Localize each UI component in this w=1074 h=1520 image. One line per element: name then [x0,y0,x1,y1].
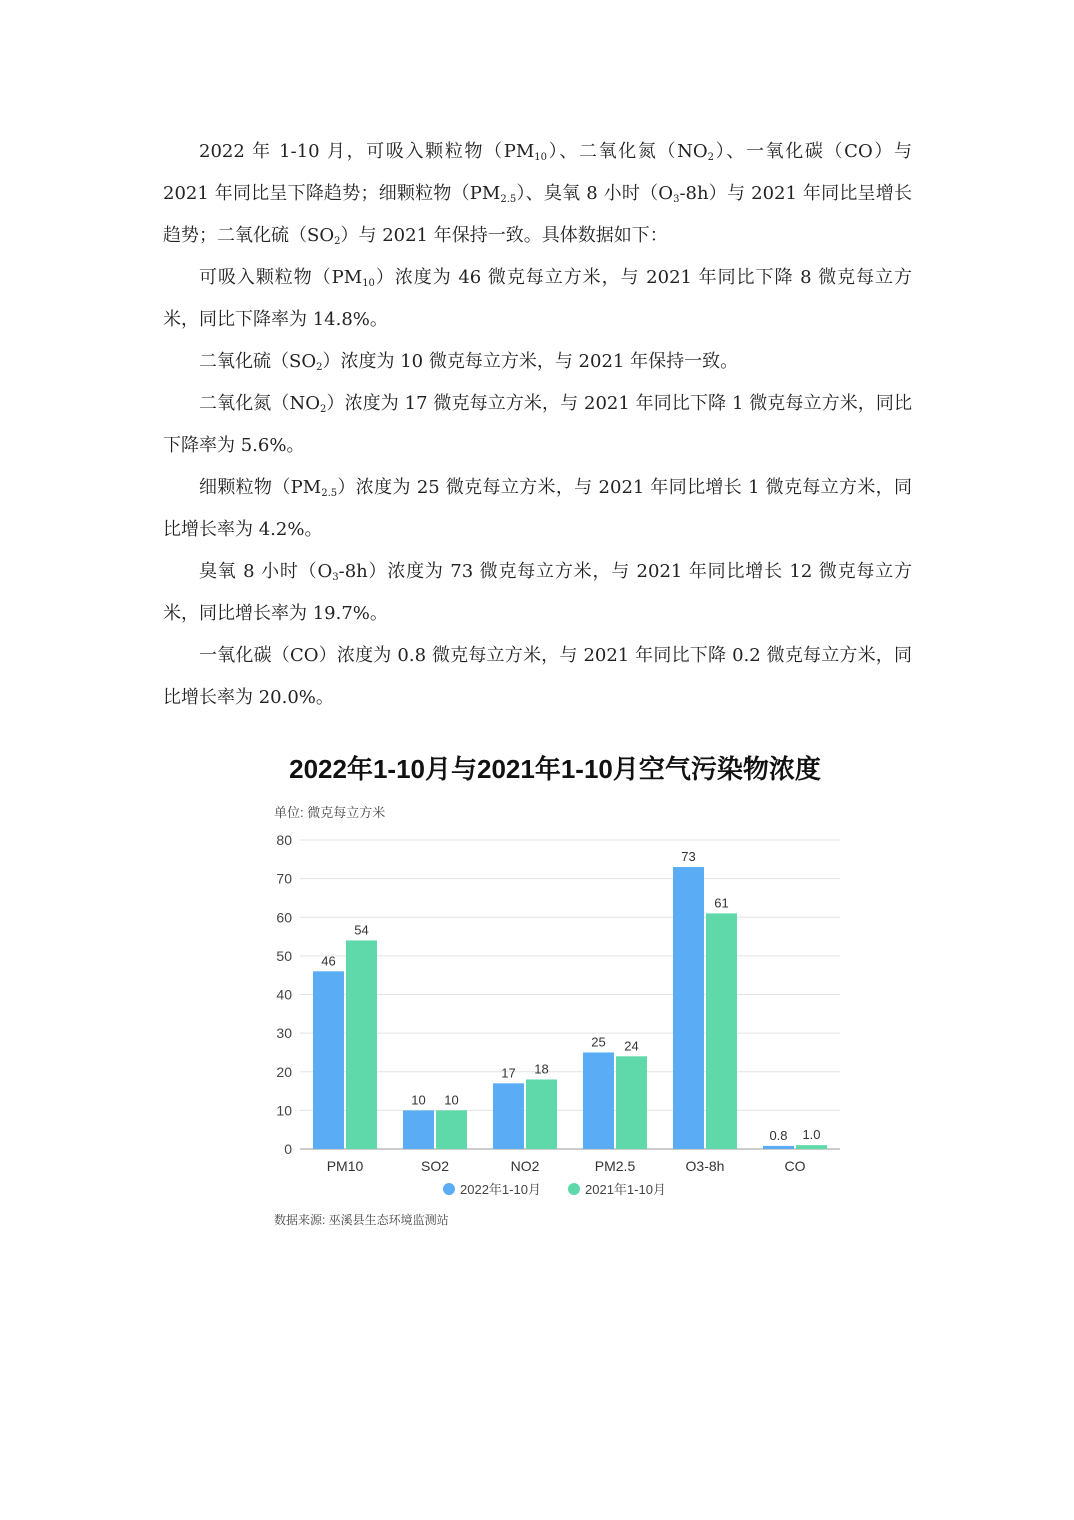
paragraph [163,257,912,341]
paragraph-text: 可吸入颗粒物（PM [199,267,363,288]
y-tick-label: 0 [284,1141,292,1157]
x-tick-label: CO [784,1158,806,1174]
data-label: 73 [681,849,696,865]
x-axis-labels [327,1158,806,1174]
bar-PM2.5-1 [616,1056,647,1149]
paragraph-text: 细颗粒物（PM [199,477,322,498]
x-tick-label: PM2.5 [594,1158,636,1174]
paragraph-text: ）与 2021 年保持一致。具体数据如下： [340,225,668,246]
paragraph [163,131,912,257]
paragraph-text: ）浓度为 25 微克每立方米，与 2021 年同比增长 1 微克每立方米，同比增长率为 4.2%。 [163,477,912,540]
bar-O3-8h-1 [706,913,737,1149]
x-tick-label: NO2 [510,1158,540,1174]
data-label: 1.0 [802,1127,821,1143]
paragraph [163,551,912,635]
y-axis-ticks [276,832,292,1157]
x-tick-label: O3-8h [685,1158,725,1174]
paragraph-text: ）浓度为 46 微克每立方米，与 2021 年同比下降 8 微克每立方米，同比下降率为 14.8%。 [163,267,912,330]
bar-chart [0,740,1074,1260]
paragraph-text: ）、臭氧 8 小时（O [516,183,674,204]
data-label: 10 [411,1092,426,1108]
x-tick-label: SO2 [420,1158,450,1174]
paragraph-text: ）浓度为 10 微克每立方米，与 2021 年保持一致。 [322,351,739,372]
document-body [163,131,912,719]
bar-PM2.5-0 [583,1052,614,1149]
paragraph-text: ）、二氧化氮（NO [547,141,708,162]
grid-lines [300,840,840,1149]
data-label: 24 [624,1038,639,1054]
y-tick-label: 50 [276,947,292,964]
legend-label-2021: 2021年1-10月 [585,1182,666,1197]
bar-SO2-1 [436,1110,467,1149]
paragraph [163,635,912,719]
y-tick-label: 20 [276,1063,292,1080]
bar-PM10-0 [313,971,344,1149]
paragraph [163,341,912,383]
paragraph [163,467,912,551]
bar-CO-0 [763,1146,794,1149]
chart-unit-label: 单位: 微克每立方米 [274,805,386,820]
bar-PM10-1 [346,940,377,1149]
paragraph-text: 二氧化硫（SO [199,351,317,372]
data-labels [321,849,820,1143]
bar-NO2-1 [526,1079,557,1149]
bar-SO2-0 [403,1110,434,1149]
y-tick-label: 30 [276,1025,292,1042]
paragraph [163,383,912,467]
chart-legend [443,1182,666,1197]
subscript: 3 [332,572,339,583]
paragraph-text: ）、一氧化碳（CO）与 2021 年同比呈下降趋势；细颗粒物（PM [163,141,912,204]
y-tick-label: 10 [276,1102,292,1119]
bar-NO2-0 [493,1083,524,1149]
paragraph-text: 2022 年 1-10 月，可吸入颗粒物（PM [199,141,535,162]
y-tick-label: 40 [276,986,292,1003]
legend-swatch-2022 [443,1183,455,1195]
data-label: 18 [534,1061,549,1077]
paragraph-text: 一氧化碳（CO）浓度为 0.8 微克每立方米，与 2021 年同比下降 0.2 微克每立方米，同比增长率为 20.0%。 [163,645,912,708]
subscript: 2 [320,404,327,415]
paragraph-text: 臭氧 8 小时（O [199,561,333,582]
chart-title: 2022年1-10月与2021年1-10月空气污染物浓度 [289,754,821,784]
subscript: 2.5 [321,488,338,499]
y-tick-label: 80 [276,832,292,848]
legend-label-2022: 2022年1-10月 [460,1182,541,1197]
subscript: 2.5 [500,194,517,205]
data-label: 25 [591,1034,606,1050]
y-tick-label: 60 [276,909,292,926]
paragraph-text: -8h）与 2021 年同比呈增长趋势；二氧化硫（SO [163,183,912,246]
paragraph-text: ）浓度为 17 微克每立方米，与 2021 年同比下降 1 微克每立方米，同比下降率为 5.6%。 [163,393,912,456]
paragraph-text: -8h）浓度为 73 微克每立方米，与 2021 年同比增长 12 微克每立方米，同比增长率为 19.7%。 [163,561,912,624]
subscript: 10 [362,278,375,289]
bars [313,867,827,1149]
subscript: 10 [534,152,548,163]
x-tick-label: PM10 [326,1158,364,1174]
data-label: 61 [714,895,729,911]
data-label: 10 [444,1092,459,1108]
paragraph-text: 二氧化氮（NO [199,393,320,414]
chart-canvas [0,740,1074,1260]
chart-source: 数据来源: 巫溪县生态环境监测站 [274,1213,449,1227]
bar-O3-8h-0 [673,867,704,1149]
subscript: 3 [673,194,680,205]
data-label: 54 [354,922,369,938]
y-tick-label: 70 [276,870,292,887]
subscript: 2 [334,236,341,247]
data-label: 17 [501,1065,516,1081]
subscript: 2 [707,152,715,163]
bar-CO-1 [796,1145,827,1149]
data-label: 0.8 [769,1127,788,1143]
data-label: 46 [321,953,336,969]
legend-swatch-2021 [568,1183,580,1195]
subscript: 2 [316,362,323,373]
